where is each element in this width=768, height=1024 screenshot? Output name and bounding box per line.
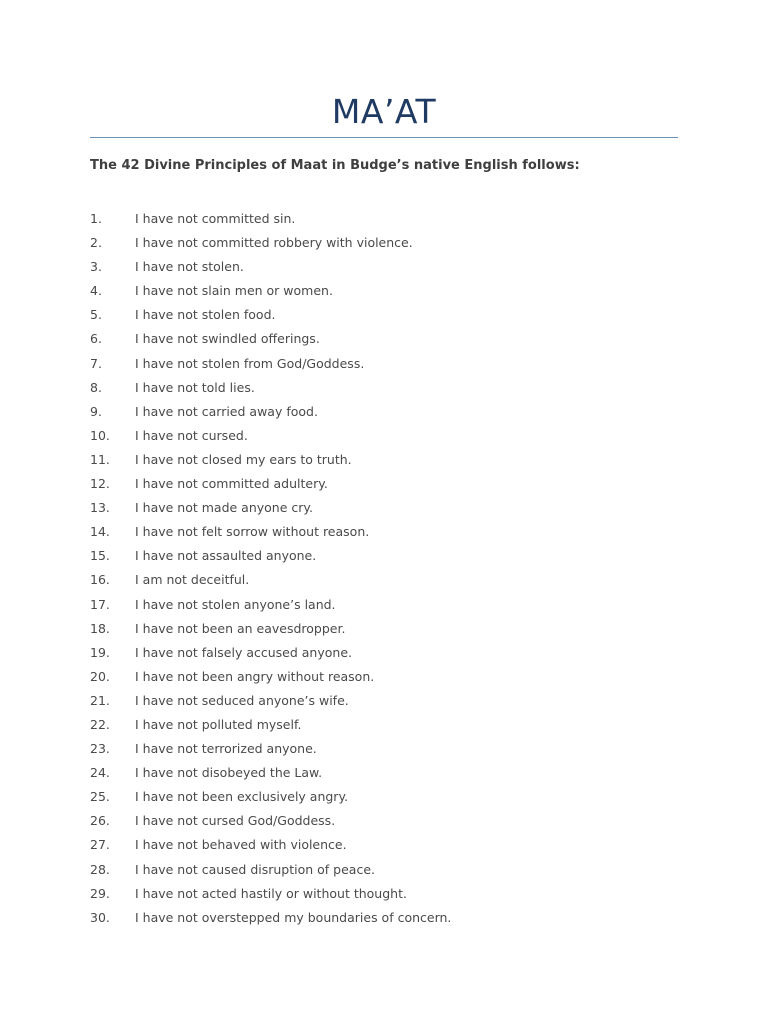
list-item	[90, 305, 451, 329]
item-number: 24.	[90, 765, 110, 781]
list-item	[90, 643, 451, 667]
item-text: I have not been exclusively angry.	[135, 789, 349, 805]
list-item	[90, 667, 451, 691]
list-item	[90, 498, 451, 522]
item-text: I have not stolen.	[135, 259, 244, 275]
item-number: 22.	[90, 716, 110, 732]
item-text: I have not carried away food.	[135, 403, 318, 419]
item-text: I have not felt sorrow without reason.	[135, 524, 370, 540]
list-item	[90, 715, 451, 739]
intro-heading: The 42 Divine Principles of Maat in Budge’s native English follows:	[90, 158, 580, 173]
item-text: I have not seduced anyone’s wife.	[135, 692, 349, 708]
list-item	[90, 595, 451, 619]
list-item	[90, 811, 451, 835]
item-text: I have not committed sin.	[135, 211, 296, 226]
item-text: I have not made anyone cry.	[135, 500, 313, 516]
item-number: 18.	[90, 620, 110, 636]
item-number: 29.	[90, 885, 110, 901]
item-number: 9.	[90, 403, 102, 419]
list-item	[90, 908, 451, 932]
list-item	[90, 329, 451, 353]
list-item	[90, 450, 451, 474]
item-number: 21.	[90, 692, 110, 708]
list-item	[90, 378, 451, 402]
item-number: 27.	[90, 837, 110, 853]
list-item	[90, 570, 451, 594]
item-text: I have not swindled offerings.	[135, 331, 320, 347]
item-number: 16.	[90, 572, 110, 588]
item-text: I have not polluted myself.	[135, 716, 302, 732]
list-item	[90, 426, 451, 450]
item-text: I have not cursed God/Goddess.	[135, 813, 336, 829]
item-number: 7.	[90, 355, 102, 371]
item-text: I have not disobeyed the Law.	[135, 765, 323, 781]
list-item	[90, 281, 451, 305]
item-number: 30.	[90, 909, 110, 925]
item-number: 19.	[90, 644, 110, 660]
item-number: 8.	[90, 379, 102, 395]
item-text: I am not deceitful.	[135, 572, 250, 588]
item-text: I have not stolen anyone’s land.	[135, 596, 336, 612]
item-text: I have not committed robbery with violence.	[135, 235, 413, 251]
list-item	[90, 233, 451, 257]
item-text: I have not acted hastily or without thought.	[135, 885, 407, 901]
item-text: I have not been angry without reason.	[135, 668, 375, 684]
item-text: I have not stolen food.	[135, 307, 276, 323]
item-number: 2.	[90, 235, 102, 251]
item-number: 6.	[90, 331, 102, 347]
item-number: 3.	[90, 259, 102, 275]
item-text: I have not slain men or women.	[135, 283, 333, 299]
list-item	[90, 257, 451, 281]
title-divider	[90, 137, 678, 138]
list-item	[90, 739, 451, 763]
list-item	[90, 522, 451, 546]
item-text: I have not assaulted anyone.	[135, 548, 317, 564]
item-number: 23.	[90, 741, 110, 757]
list-item	[90, 787, 451, 811]
item-number: 25.	[90, 789, 110, 805]
item-number: 12.	[90, 476, 110, 492]
item-number: 28.	[90, 861, 110, 877]
item-text: I have not behaved with violence.	[135, 837, 347, 853]
document-title: MA’AT	[331, 92, 437, 131]
item-text: I have not caused disruption of peace.	[135, 861, 375, 877]
list-item	[90, 763, 451, 787]
list-item	[90, 209, 451, 233]
item-text: I have not falsely accused anyone.	[135, 644, 352, 660]
item-text: I have not overstepped my boundaries of concern.	[135, 909, 452, 925]
item-number: 13.	[90, 500, 110, 516]
item-number: 5.	[90, 307, 102, 323]
item-number: 14.	[90, 524, 110, 540]
list-item	[90, 402, 451, 426]
list-item	[90, 354, 451, 378]
item-text: I have not cursed.	[135, 427, 248, 443]
list-item	[90, 860, 451, 884]
item-number: 26.	[90, 813, 110, 829]
item-text: I have not told lies.	[135, 379, 255, 395]
item-text: I have not terrorized anyone.	[135, 741, 317, 757]
item-number: 10.	[90, 427, 110, 443]
principles-list	[90, 209, 451, 932]
item-number: 4.	[90, 283, 102, 299]
list-item	[90, 691, 451, 715]
item-number: 1.	[90, 211, 102, 226]
list-item	[90, 546, 451, 570]
list-item	[90, 835, 451, 859]
item-number: 15.	[90, 548, 110, 564]
item-number: 17.	[90, 596, 110, 612]
item-number: 11.	[90, 451, 110, 467]
item-number: 20.	[90, 668, 110, 684]
item-text: I have not closed my ears to truth.	[135, 451, 352, 467]
item-text: I have not committed adultery.	[135, 476, 328, 492]
list-item	[90, 474, 451, 498]
list-item	[90, 619, 451, 643]
item-text: I have not been an eavesdropper.	[135, 620, 346, 636]
item-text: I have not stolen from God/Goddess.	[135, 355, 365, 371]
list-item	[90, 884, 451, 908]
